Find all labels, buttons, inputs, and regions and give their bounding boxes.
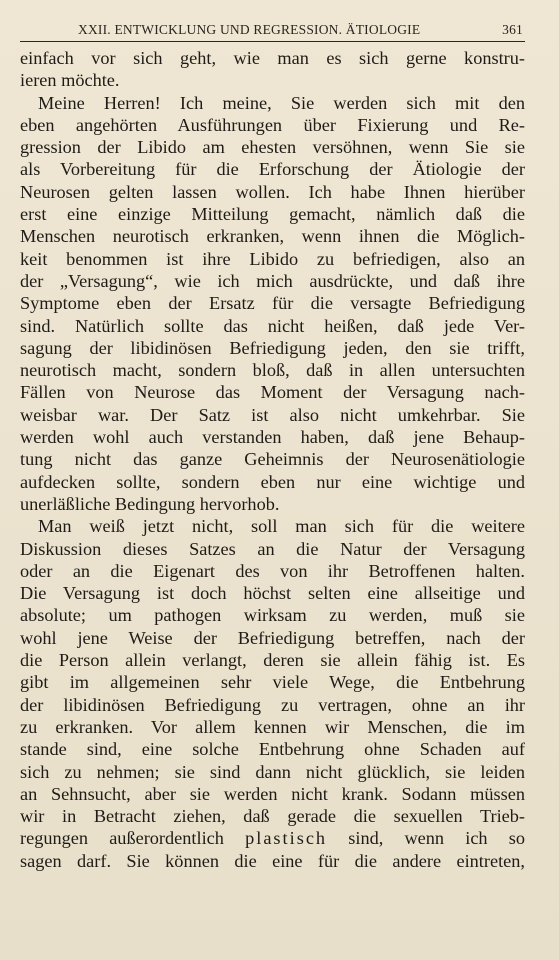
text-line: die Person allein verlangt, deren sie allein fähig ist. Es xyxy=(20,650,525,671)
text-line: weisbar war. Der Satz ist also nicht umkehrbar. Sie xyxy=(20,404,525,425)
text-line: sagung der libidinösen Befriedigung jeden, den sie trifft, xyxy=(20,337,525,358)
text-line: Man weiß jetzt nicht, soll man sich für die weitere xyxy=(38,516,525,537)
page-number: 361 xyxy=(502,22,523,37)
text-line: Symptome eben der Ersatz für die versagte Befriedigung xyxy=(20,293,525,314)
text-line: Neurosen gelten lassen wollen. Ich habe Ihnen hierüber xyxy=(20,181,525,202)
chapter-title: XXII. ENTWICKLUNG UND REGRESSION. ÄTIOLOGIE xyxy=(78,22,421,37)
text-line: aufdecken sollte, sondern eben nur eine wichtige und xyxy=(20,471,525,492)
text-line-spaced xyxy=(20,827,525,849)
text-line: der libidinösen Befriedigung zu vertragen, ohne an ihr xyxy=(20,694,525,715)
spaced-emphasis: plastisch xyxy=(245,828,328,849)
text-line: gression der Libido am ehesten versöhnen, wenn Sie sie xyxy=(20,137,525,158)
text-line: gibt im allgemeinen sehr viele Wege, die Entbehrung xyxy=(20,672,525,693)
text-line: einfach vor sich geht, wie man es sich gerne konstru- xyxy=(20,48,525,68)
text-line: erst eine einzige Mitteilung gemacht, nämlich daß die xyxy=(20,204,525,225)
text-line: der „Versagung“, wie ich mich ausdrückte, und daß ihre xyxy=(20,270,525,291)
running-header xyxy=(20,22,525,40)
text-line: absolute; um pathogen wirksam zu werden, muß sie xyxy=(20,605,525,626)
text-line: zu erkranken. Vor allem kennen wir Menschen, die im xyxy=(20,716,525,737)
text-line: wohl jene Weise der Befriedigung betreffen, nach der xyxy=(20,627,525,648)
text-line: unerläßliche Bedingung hervorhob. xyxy=(20,493,280,514)
text-line: werden wohl auch verstanden haben, daß jene Behaup- xyxy=(20,427,525,448)
text-line: stande sind, eine solche Entbehrung ohne Schaden auf xyxy=(20,739,525,760)
text-line: oder an die Eigenart des von ihr Betroffenen halten. xyxy=(20,560,525,581)
text-line: Die Versagung ist doch höchst selten eine allseitige und xyxy=(20,583,525,604)
text-line: Fällen von Neurose das Moment der Versagung nach- xyxy=(20,382,525,403)
text-line: als Vorbereitung für die Erforschung der Ätiologie der xyxy=(20,159,525,180)
text-line: Diskussion dieses Satzes an die Natur der Versagung xyxy=(20,538,525,559)
text-line: wir in Betracht ziehen, daß gerade die sexuellen Trieb- xyxy=(20,806,525,827)
header-rule xyxy=(20,41,525,42)
text-line: sind. Natürlich sollte das nicht heißen, daß jede Ver- xyxy=(20,315,525,336)
text-line: neurotisch macht, sondern bloß, daß in allen untersuchten xyxy=(20,360,525,381)
text-line: sagen darf. Sie können die eine für die andere eintreten, xyxy=(20,850,525,871)
text-line: tung nicht das ganze Geheimnis der Neurosenätiologie xyxy=(20,449,525,470)
text-line: Menschen neurotisch erkranken, wenn ihnen die Möglich- xyxy=(20,226,525,247)
text-fragment: regungen außerordentlich xyxy=(20,828,246,849)
text-line: an Sehnsucht, aber sie werden nicht krank. Sodann müssen xyxy=(20,783,525,804)
text-line: sich zu nehmen; sie sind dann nicht glücklich, sie leiden xyxy=(20,761,525,782)
text-line: eben angehörten Ausführungen über Fixierung und Re- xyxy=(20,114,525,135)
text-line: keit benommen ist ihre Libido zu befriedigen, also an xyxy=(20,248,525,269)
text-line: ieren möchte. xyxy=(20,70,120,91)
text-fragment: sind, wenn ich so xyxy=(327,828,526,849)
body-text xyxy=(20,47,525,872)
text-line: Meine Herren! Ich meine, Sie werden sich mit den xyxy=(38,92,525,113)
